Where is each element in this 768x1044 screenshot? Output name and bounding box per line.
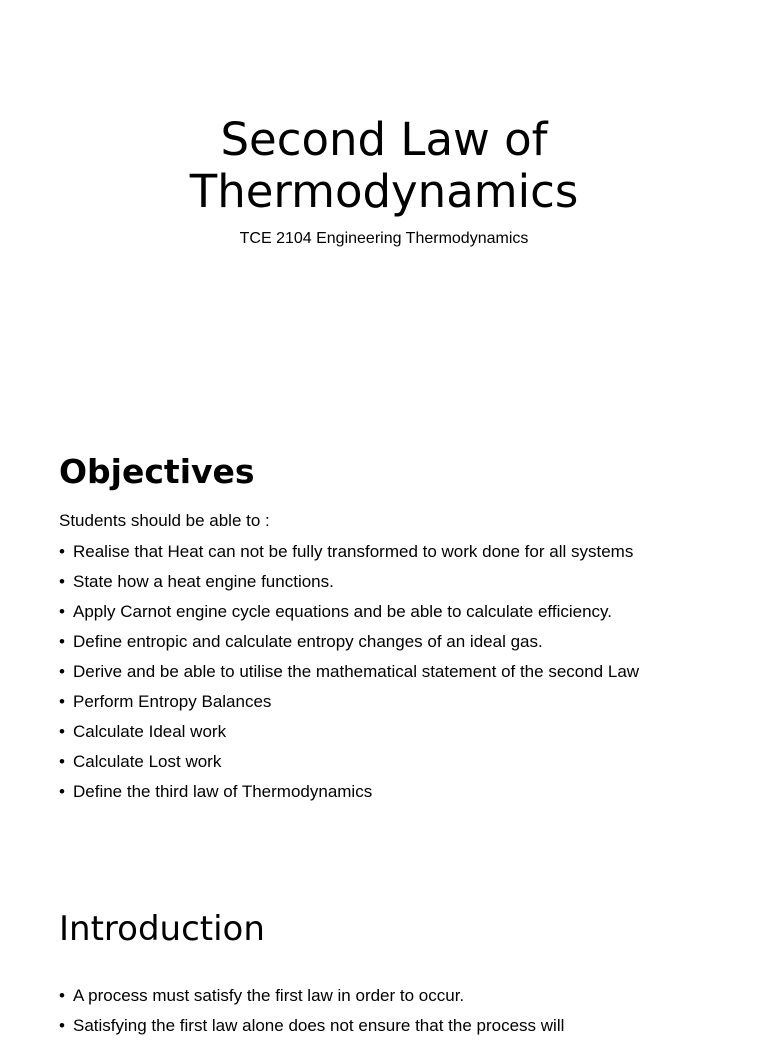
objective-text: State how a heat engine functions.: [73, 572, 334, 591]
objective-item: [59, 690, 709, 713]
bullet-icon: •: [59, 632, 65, 651]
objective-item: [59, 540, 709, 563]
objectives-heading: Objectives: [59, 452, 255, 491]
slide-title: [0, 114, 768, 218]
objective-text: Derive and be able to utilise the mathematical statement of the second Law: [73, 662, 640, 681]
slide-title-line-1: Second Law of: [220, 113, 548, 166]
slide-title-line-2: Thermodynamics: [189, 165, 579, 218]
objective-text: Define the third law of Thermodynamics: [73, 782, 373, 801]
bullet-icon: •: [59, 602, 65, 621]
objective-text: Define entropic and calculate entropy changes of an ideal gas.: [73, 632, 543, 651]
introduction-list: [59, 984, 709, 1044]
objective-item: [59, 660, 709, 683]
bullet-icon: •: [59, 722, 65, 741]
bullet-icon: •: [59, 662, 65, 681]
objective-item: [59, 750, 709, 773]
introduction-item: [59, 984, 709, 1007]
introduction-item: [59, 1014, 709, 1037]
objective-text: Calculate Ideal work: [73, 722, 227, 741]
objectives-list: [59, 540, 709, 810]
objectives-lead: Students should be able to :: [59, 511, 270, 530]
objective-text: Apply Carnot engine cycle equations and be able to calculate efficiency.: [73, 602, 612, 621]
introduction-heading: Introduction: [59, 909, 265, 949]
objective-item: [59, 720, 709, 743]
objective-text: Realise that Heat can not be fully transformed to work done for all systems: [73, 542, 634, 561]
objective-item: [59, 600, 709, 623]
objective-item: [59, 780, 709, 803]
slide-subtitle: TCE 2104 Engineering Thermodynamics: [239, 230, 529, 247]
objective-text: Calculate Lost work: [73, 752, 222, 771]
introduction-text: A process must satisfy the first law in order to occur.: [73, 986, 465, 1005]
bullet-icon: •: [59, 782, 65, 801]
bullet-icon: •: [59, 572, 65, 591]
objective-item: [59, 630, 709, 653]
objective-text: Perform Entropy Balances: [73, 692, 272, 711]
introduction-text: Satisfying the first law alone does not ensure that the process will: [73, 1016, 565, 1035]
bullet-icon: •: [59, 752, 65, 771]
objective-item: [59, 570, 709, 593]
bullet-icon: •: [59, 692, 65, 711]
bullet-icon: •: [59, 542, 65, 561]
bullet-icon: •: [59, 986, 65, 1005]
bullet-icon: •: [59, 1016, 65, 1035]
